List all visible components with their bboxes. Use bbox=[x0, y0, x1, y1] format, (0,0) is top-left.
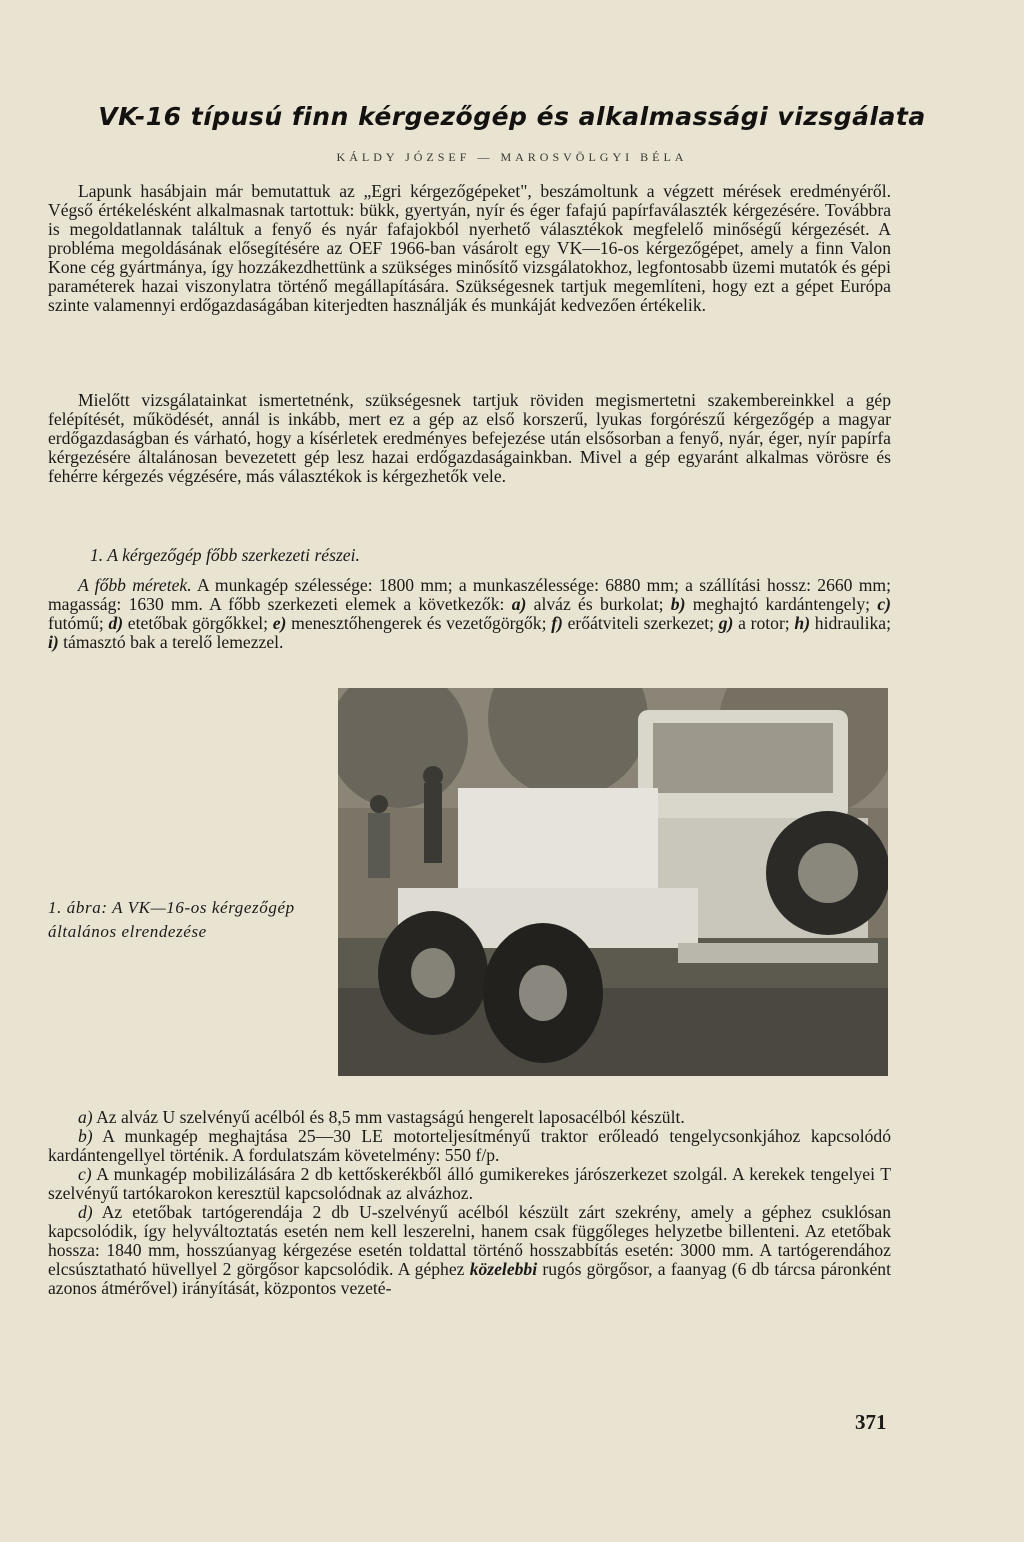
part-text: hidraulika; bbox=[810, 613, 891, 633]
part-text: alváz és burkolat; bbox=[526, 594, 671, 614]
intro-paragraph-2: Mielőtt vizsgálatainkat ismertetnénk, szükségesnek tartjuk röviden megismertetni szakembereinkkel a gép felépítését, működését, annál is inkább, mert ez a gép az első korszerű, lyukas forgórészű kérgezőgép a magyar erdőgazdaságban és várható, hogy a kísérletek eredményes befejezése után elsősorban a fenyő, nyár, éger, nyír papírfa kérgezésére általánosan bevezetett gép lesz hazai erdőgazdaságainkban. Mivel a gép egyaránt alkalmas vörösre és fehérre kérgezés végzésére, más választékok is kérgezhetők vele. bbox=[48, 390, 891, 486]
detail-text: A munkagép meghajtása 25—30 LE motorteljesítményű traktor erőleadó tengelycsonkjához kapcsolódó kardántengellyel történik. A fordulatszám követelmény: 550 f/p. bbox=[48, 1126, 891, 1165]
detail-text: Az alváz U szelvényű acélból és 8,5 mm vastagságú hengerelt laposacélból készült. bbox=[92, 1107, 685, 1127]
detail-b bbox=[48, 1127, 891, 1165]
dimensions-text: A munkagép szélessége: 1800 mm; a munkaszélessége: 6880 mm; a szállítási hossz: 2660 mm; magasság: 1630 mm. A főbb szerkezeti elemek a következők: bbox=[48, 575, 891, 614]
part-letter: d) bbox=[108, 613, 124, 633]
part-letter: f) bbox=[551, 613, 563, 633]
component-details bbox=[48, 1108, 891, 1298]
part-text: etetőbak görgőkkel; bbox=[123, 613, 273, 633]
part-letter: c) bbox=[877, 594, 891, 614]
detail-a bbox=[48, 1108, 891, 1127]
machine-photo bbox=[338, 688, 888, 1076]
part-letter: g) bbox=[718, 613, 734, 633]
detail-emphasis: közelebbi bbox=[469, 1259, 538, 1279]
machine-photo-illustration bbox=[338, 688, 888, 1076]
part-text: meghajtó kardántengely; bbox=[685, 594, 878, 614]
part-letter: i) bbox=[48, 632, 59, 652]
detail-d bbox=[48, 1203, 891, 1298]
part-letter: b) bbox=[670, 594, 686, 614]
section-heading: 1. A kérgezőgép főbb szerkezeti részei. bbox=[90, 545, 360, 565]
part-letter: e) bbox=[272, 613, 287, 633]
part-text: a rotor; bbox=[733, 613, 795, 633]
figure-caption: 1. ábra: A VK—16-os kérgezőgép általános elrendezése bbox=[48, 898, 295, 941]
part-text: támasztó bak a terelő lemezzel. bbox=[58, 632, 284, 652]
page-number: 371 bbox=[855, 1410, 887, 1434]
part-text: menesztőhengerek és vezetőgörgők; bbox=[286, 613, 552, 633]
detail-letter: d) bbox=[78, 1202, 93, 1222]
part-text: erőátviteli szerkezet; bbox=[562, 613, 719, 633]
detail-text: Az etetőbak tartógerendája 2 db U-szelvényű acélból készült zárt szekrény, amely a géphez csuklósan kapcsolódik, így helyváltoztatás esetén nem kell leszerelni, hanem csak függőleges helyzetbe billenteni. Az etetőbak hossza: 1840 mm, hosszúanyag kérgezése esetén toldattal történő hosszabbítás esetén: 3000 mm. A tartógerendához elcsúsztatható hüvellyel 2 görgősor kapcsolódik. A géphez bbox=[48, 1202, 891, 1279]
article-authors: KÁLDY JÓZSEF — MAROSVÖLGYI BÉLA bbox=[336, 150, 688, 164]
intro-paragraph-1: Lapunk hasábjain már bemutattuk az „Egri kérgezőgépeket", beszámoltunk a végzett mérések eredményéről. Végső értékelésként alkalmasnak tartottuk: bükk, gyertyán, nyír és éger fafajú papírfaválaszték kérgezésére. Továbbra is megoldatlannak találtuk a fenyő és nyár fafajokból nyerhető választékok megfelelő minőségű kérgezését. A probléma megoldásának elősegítésére az OEF 1966-ban vásárolt egy VK—16-os kérgezőgépet, amely a finn Valon Kone cég gyártmánya, így hozzákezdhettünk a szükséges minősítő vizsgálatokhoz, legfontosabb üzemi mutatók és gépi paraméterek hazai viszonylatra történő megállapítására. Szükségesnek tartjuk megemlíteni, hogy ezt a gépet Európa szinte valamennyi erdőgazdaságában kiterjedten használják és munkáját kedvezően értékelik. bbox=[48, 181, 891, 315]
detail-text-continued: rugós görgősor, a faanyag (6 db tárcsa páronként azonos átmérővel) irányítását, központos vezeté- bbox=[48, 1259, 891, 1298]
article-title: VK-16 típusú finn kérgezőgép és alkalmassági vizsgálata bbox=[98, 102, 926, 131]
dimensions-runin: A főbb méretek. bbox=[78, 575, 192, 595]
part-letter: h) bbox=[794, 613, 811, 633]
part-text: futómű; bbox=[48, 613, 109, 633]
dimensions-paragraph bbox=[48, 576, 891, 652]
detail-text: A munkagép mobilizálására 2 db kettőskerékből álló gumikerekes járószerkezet szolgál. A kerekek tengelyei T szelvényű tartókarokon keresztül kapcsolódnak az alvázhoz. bbox=[48, 1164, 891, 1203]
detail-c bbox=[48, 1165, 891, 1203]
detail-letter: c) bbox=[78, 1164, 92, 1184]
detail-letter: b) bbox=[78, 1126, 93, 1146]
detail-letter: a) bbox=[78, 1107, 93, 1127]
part-letter: a) bbox=[511, 594, 527, 614]
